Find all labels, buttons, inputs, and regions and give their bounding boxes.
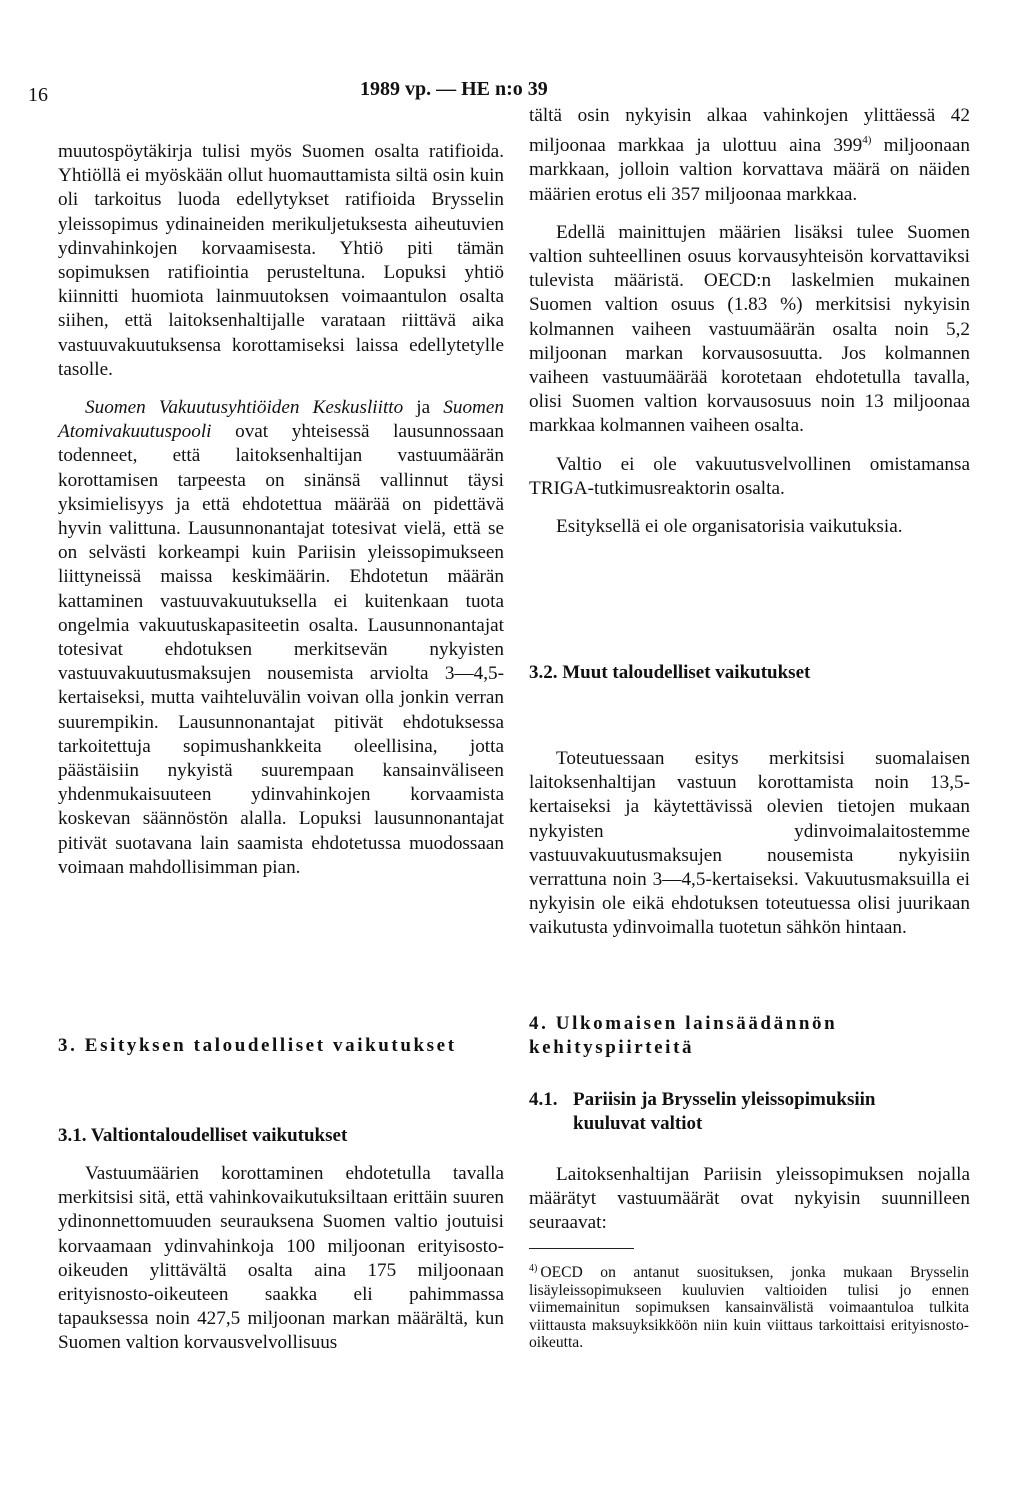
section-4-1-paragraph: Laitoksenhaltijan Pariisin yleissopimuksen nojalla määrätyt vastuumäärät ovat nykyisin suunnilleen seuraavat: bbox=[529, 1164, 970, 1234]
conjunction: ja bbox=[403, 397, 444, 419]
org-name-keskusliitto: Suomen Vakuutusyhtiöiden Keskusliitto bbox=[85, 397, 404, 419]
page-number: 16 bbox=[28, 84, 48, 106]
right-column-body bbox=[529, 104, 970, 539]
right-paragraph-1-b: miljoonaan markkaan, jolloin valtion korvattava määrä on näiden määrien erotus eli 357 miljoonaa markkaa. bbox=[529, 135, 970, 205]
section-4-heading: 4. Ulkomaisen lainsäädännön kehityspiirteitä bbox=[529, 1013, 838, 1058]
footnote-divider bbox=[529, 1248, 634, 1249]
right-paragraph-3: Valtio ei ole vakuutusvelvollinen omistamansa TRIGA-tutkimusreaktorin osalta. bbox=[529, 453, 970, 499]
org-name-atomivakuutuspooli: Suomen Atomivakuutuspooli bbox=[58, 397, 504, 443]
section-3-1-paragraph: Vastuumäärien korottaminen ehdotetulla tavalla merkitsisi sitä, että vahinkovaikutuksiltaan erittäin suuren ydinonnettomuuden seurauksena Suomen valtio joutuisi korvaamaan ydinvahinkoja 100 miljoonan erityisosto-oikeuden ylittävältä osalta aina 175 miljoonaan erityisnosto-oikeuteen saakka eli pahimmassa tapauksessa noin 427,5 miljoonan markan määrältä, kun Suomen valtion korvausvelvollisuus bbox=[58, 1163, 504, 1354]
footnote-marker: 4) bbox=[529, 1263, 538, 1274]
right-paragraph-2: Edellä mainittujen määrien lisäksi tulee Suomen valtion suhteellinen osuus korvausyhteisön korvattaviksi tulevista määristä. OECD:n laskelmien mukainen Suomen valtion osuus (1.83 %) merkitsisi nykyisin kolmannen vaiheen vastuumäärän osalta noin 5,2 miljoonan markan korvausosuutta. Jos kolmannen vaiheen vastuumäärää korotetaan ehdotetulla tavalla, olisi Suomen valtion korvausosuus noin 13 miljoonaa markkaa kolmannen vaiheen osalta. bbox=[529, 221, 970, 437]
left-column-body bbox=[58, 140, 504, 880]
section-3-heading: 3. Esityksen taloudelliset vaikutukset bbox=[58, 1035, 457, 1056]
footnote-text: OECD on antanut suosituksen, jonka mukaan Brysselin lisäyleissopimukseen kuuluvien valtioiden tulisi jo ennen viimemainitun sopimuksen kansainvälistä voimaantuloa tulkita viittausta maksuyksikköön niin kuin viittaus tarkoittaisi erityisnosto-oikeutta. bbox=[529, 1264, 969, 1351]
right-paragraph-1-a: tältä osin nykyisin alkaa vahinkojen ylittäessä 42 miljoonaa markkaa ja ulottuu aina 399 bbox=[529, 105, 970, 157]
right-paragraph-1 bbox=[529, 104, 970, 207]
section-4-1-heading bbox=[529, 1088, 959, 1136]
footnote bbox=[529, 1260, 969, 1352]
left-paragraph-1: muutospöytäkirja tulisi myös Suomen osalta ratifioida. Yhtiöllä ei myöskään ollut huomauttamista siltä osin kuin oli tarkoitus luoda edellytykset ratifioida Brysselin yleissopimus ydinaineiden merikuljetuksesta aiheutuvien ydinvahinkojen korvaamisesta. Yhtiö piti tämän sopimuksen ratifiointia perusteltuna. Lopuksi yhtiö kiinnitti huomiota lainmuutoksen voimaantulon osalta siihen, että laitoksenhaltijalle varataan riittävä aika vastuuvakuutuksensa korottamiseksi laissa edellytetylle tasolle. bbox=[58, 141, 504, 380]
section-3-1-heading: 3.1. Valtiontaloudelliset vaikutukset bbox=[58, 1125, 348, 1146]
page-header-title: 1989 vp. — HE n:o 39 bbox=[360, 78, 548, 100]
section-4-1-title-line-1: Pariisin ja Brysselin yleissopimuksiin bbox=[573, 1089, 876, 1110]
footnote-reference: 4) bbox=[862, 134, 872, 147]
section-3-2-heading: 3.2. Muut taloudelliset vaikutukset bbox=[529, 662, 811, 683]
right-paragraph-4: Esityksellä ei ole organisatorisia vaikutuksia. bbox=[556, 516, 903, 538]
left-paragraph-2 bbox=[58, 396, 504, 880]
section-4-1-number: 4.1. bbox=[529, 1089, 558, 1110]
section-3-2-paragraph: Toteutuessaan esitys merkitsisi suomalaisen laitoksenhaltijan vastuun korottamista noin 13,5-kertaiseksi ja käytettävissä olevien tietojen mukaan nykyisten ydinvoimalaitostemme vastuuvakuutusmaksujen nousemista nykyisiin verrattuna noin 3—4,5-kertaiseksi. Vakuutusmaksuilla ei nykyisin ole eikä ehdotuksen toteutuessa olisi juurikaan vaikutusta ydinvoimalla tuotetun sähkön hintaan. bbox=[529, 748, 970, 939]
left-paragraph-2-rest: ovat yhteisessä lausunnossaan todenneet, että laitoksenhaltijan vastuumäärän korottamisen tarpeesta on sinänsä vallinnut täysi yksimielisyys ja että ehdotettua määrää on pidettävä hyvin valittuna. Lausunnonantajat totesivat vielä, että se on selvästi korkeampi kuin Pariisin yleissopimukseen liittyneissä maissa keskimäärin. Ehdotetun määrän kattaminen vastuuvakuutuksella ei kuitenkaan tuota ongelmia vakuutuskapasiteetin osalta. Lausunnonantajat totesivat ehdotuksen merkitsevän nykyisten vastuuvakuutusmaksujen nousemista arviolta 3—4,5-kertaiseksi, mutta vaihteluvälin voivan olla jonkin verran suurempikin. Lausunnonantajat pitivät ehdotuksessa tarkoitettuja sopimushankkeita oleellisina, jotta päästäisiin nykyistä suurempaan kansainväliseen yhdenmukaisuuteen ydinvahinkojen korvaamista koskevan säännöstön alalla. Lopuksi lausunnonantajat pitivät suotavana lain saamista ehdotetussa muodossaan voimaan mahdollisimman pian. bbox=[58, 421, 504, 878]
section-4-1-title-line-2: kuuluvat valtiot bbox=[573, 1113, 703, 1134]
